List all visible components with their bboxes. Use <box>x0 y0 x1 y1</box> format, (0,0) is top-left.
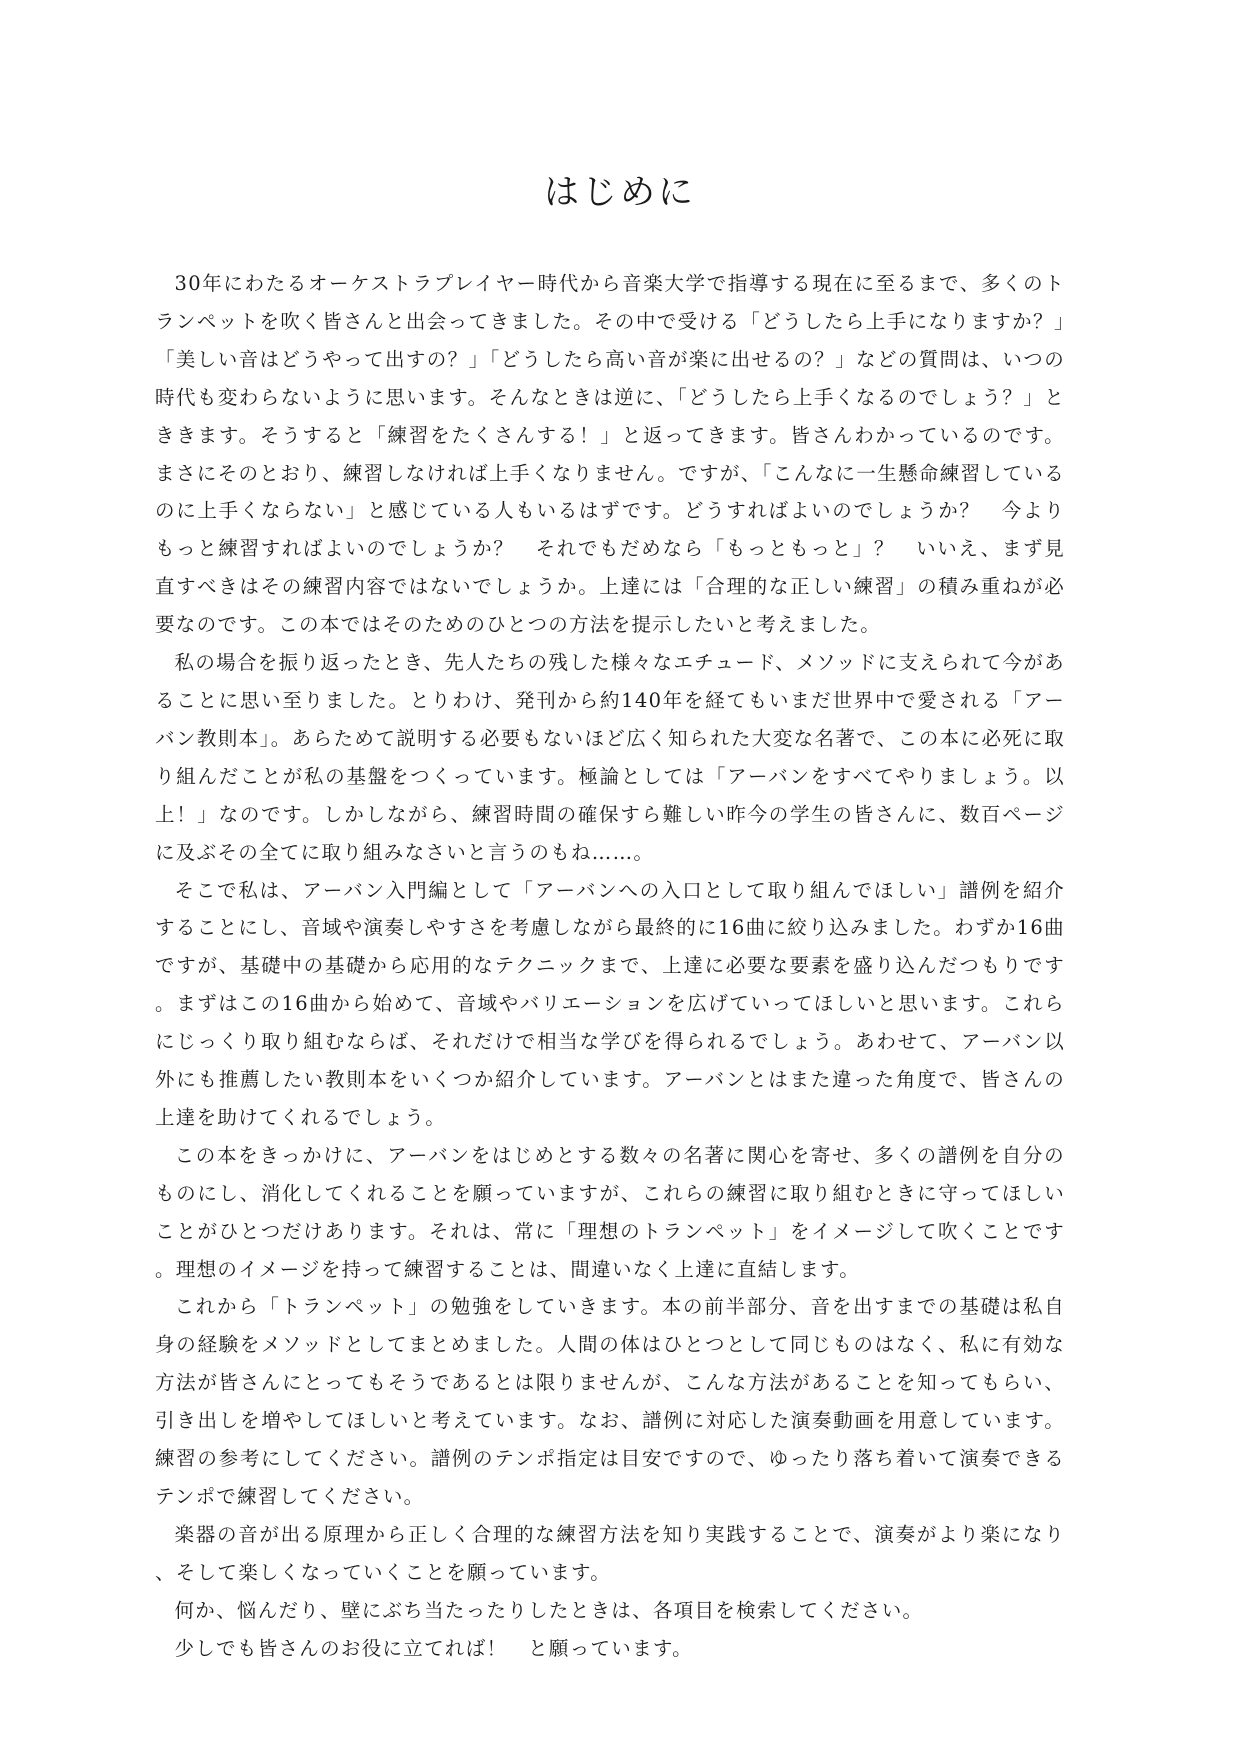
paragraph-3: そこで私は、アーバン入門編として「アーバンへの入口として取り組んでほしい」譜例を紹介することにし、音域や演奏しやすさを考慮しながら最終的に16曲に絞り込みました。わずか16曲ですが、基礎中の基礎から応用的なテクニックまで、上達に必要な要素を盛り込んだつもりです。まずはこの16曲から始めて、音域やバリエーションを広げていってほしいと思います。これらにじっくり取り組むならば、それだけで相当な学びを得られるでしょう。あわせて、アーバン以外にも推薦したい教則本をいくつか紹介しています。アーバンとはまた違った角度で、皆さんの上達を助けてくれるでしょう。 <box>155 878 1065 1129</box>
paragraph-8: 少しでも皆さんのお役に立てれば！ と願っています。 <box>174 1636 693 1660</box>
page-title: はじめに <box>543 173 696 213</box>
body-text <box>155 265 1065 1668</box>
paragraph-1: 30年にわたるオーケストラプレイヤー時代から音楽大学で指導する現在に至るまで、多くのトランペットを吹く皆さんと出会ってきました。その中で受ける「どうしたら上手になりますか？」「美しい音はどうやって出すの？」「どうしたら高い音が楽に出せるの？」などの質問は、いつの時代も変わらないように思います。そんなときは逆に、「どうしたら上手くなるのでしょう？」とききます。そうすると「練習をたくさんする！」と返ってきます。皆さんわかっているのです。まさにそのとおり、練習しなければ上手くなりません。ですが、「こんなに一生懸命練習しているのに上手くならない」と感じている人もいるはずです。どうすればよいのでしょうか？ 今よりもっと練習すればよいのでしょうか？ それでもだめなら「もっともっと」？ いいえ、まず見直すべきはその練習内容ではないでしょうか。上達には「合理的な正しい練習」の積み重ねが必要なのです。この本ではそのためのひとつの方法を提示したいと考えました。 <box>155 272 1065 637</box>
paragraph-5: これから「トランペット」の勉強をしていきます。本の前半部分、音を出すまでの基礎は私自身の経験をメソッドとしてまとめました。人間の体はひとつとして同じものはなく、私に有効な方法が皆さんにとってもそうであるとは限りませんが、こんな方法があることを知ってもらい、引き出しを増やしてほしいと考えています。なお、譜例に対応した演奏動画を用意しています。練習の参考にしてください。譜例のテンポ指定は目安ですので、ゆったり落ち着いて演奏できるテンポで練習してください。 <box>155 1295 1065 1508</box>
paragraph-6: 楽器の音が出る原理から正しく合理的な練習方法を知り実践することで、演奏がより楽になり、そして楽しくなっていくことを願っています。 <box>155 1522 1065 1584</box>
paragraph-4: この本をきっかけに、アーバンをはじめとする数々の名著に関心を寄せ、多くの譜例を自分のものにし、消化してくれることを願っていますが、これらの練習に取り組むときに守ってほしいことがひとつだけあります。それは、常に「理想のトランペット」をイメージして吹くことです。理想のイメージを持って練習することは、間違いなく上達に直結します。 <box>155 1143 1065 1281</box>
paragraph-2: 私の場合を振り返ったとき、先人たちの残した様々なエチュード、メソッドに支えられて今があることに思い至りました。とりわけ、発刊から約140年を経てもいまだ世界中で愛される「アーバン教則本」。あらためて説明する必要もないほど広く知られた大変な名著で、この本に必死に取り組んだことが私の基盤をつくっています。極論としては「アーバンをすべてやりましょう。以上！」なのです。しかしながら、練習時間の確保すら難しい昨今の学生の皆さんに、数百ページに及ぶその全てに取り組みなさいと言うのもね……。 <box>155 651 1065 864</box>
paragraph-7: 何か、悩んだり、壁にぶち当たったりしたときは、各項目を検索してください。 <box>174 1598 924 1622</box>
